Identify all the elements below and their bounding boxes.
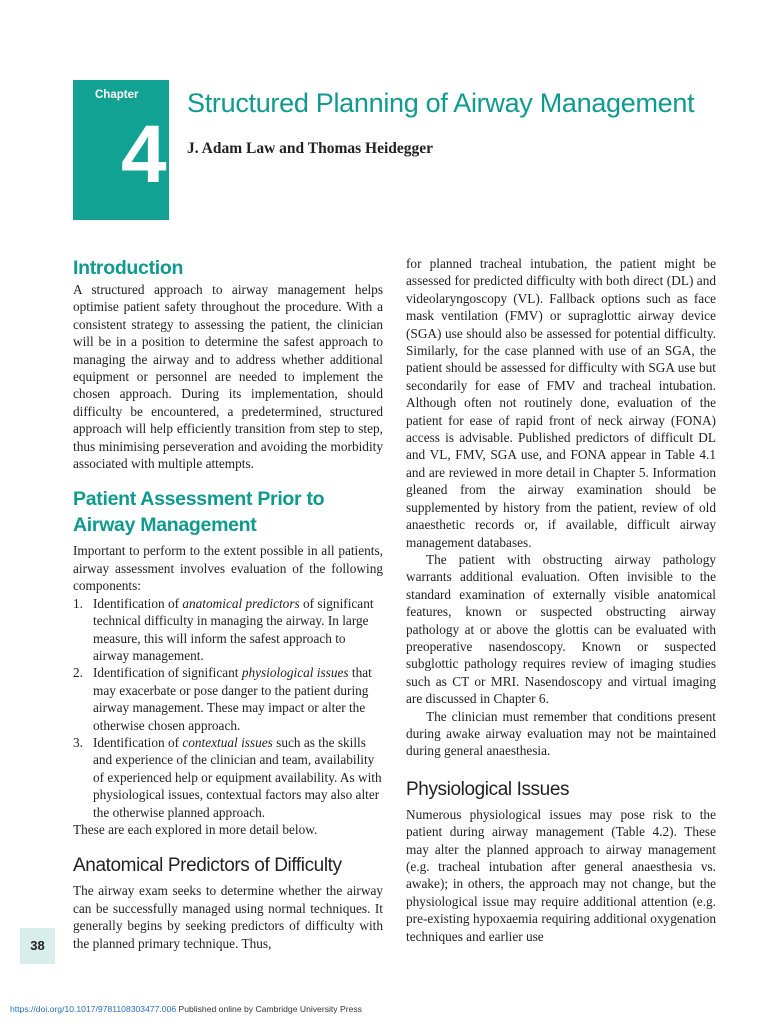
patient-assessment-paragraph: Important to perform to the extent possible in all patients, airway assessment involves evaluation of the following components: [73, 543, 383, 594]
awake-evaluation-paragraph: The clinician must remember that conditions present during awake airway evaluation may not be maintained during general anaesthesia. [406, 708, 716, 759]
list-item: 2. Identification of significant physiological issues that may exacerbate or pose danger to the patient during airway management. These may impact or alter the otherwise chosen approach. [73, 665, 372, 733]
list-item: 1. Identification of anatomical predictors of significant technical difficulty in managing the airway. In large measure, this will inform the safest approach to airway management. [73, 595, 374, 663]
anatomical-predictors-heading: Anatomical Predictors of Difficulty [73, 855, 342, 877]
assessment-components-list [73, 595, 383, 821]
patient-assessment-heading: Patient Assessment Prior to Airway Management [73, 488, 325, 537]
page-number-badge [20, 928, 55, 964]
doi-link[interactable]: https://doi.org/10.1017/9781108303477.006 [10, 1004, 177, 1014]
anatomical-predictors-paragraph: The airway exam seeks to determine whether the airway can be successfully managed using normal techniques. It generally begins by seeking predictors of difficulty with the planned primary technique. Thus, [73, 883, 383, 951]
airway-exam-paragraph: for planned tracheal intubation, the patient might be assessed for predicted difficulty with both direct (DL) and videolaryngoscopy (VL). Fallback options such as face mask ventilation (FMV) or supraglottic airway device (SGA) use should also be assessed for potential difficulty. Similarly, for the case planned with use of an SGA, the patient should be assessed for difficulty with SGA use but secondarily for ease of FMV and tracheal intubation. Although often not routinely done, evaluation of the patient for ease of rapid front of neck airway (FONA) access is advisable. Published predictors of difficult DL and VL, FMV, SGA use, and FONA appear in Table 4.1 and are reviewed in more detail in Chapter 5. Information gleaned from the airway examination should be supplemented by history from the patient, review of old anaesthetic records or, if available, difficult airway management databases. [406, 256, 716, 550]
left-column [73, 255, 383, 952]
chapter-number: 4 [121, 109, 167, 200]
list-followup-paragraph: These are each explored in more detail below. [73, 821, 318, 837]
list-item: 3. Identification of contextual issues such as the skills and experience of the clinician and team, availability of experienced help or equipment availability. As with physiological issues, contextual factors may also alter the otherwise planned approach. [73, 734, 382, 820]
footer [10, 1004, 362, 1014]
chapter-badge [73, 80, 169, 220]
physiological-issues-paragraph: Numerous physiological issues may pose risk to the patient during airway management (Table 4.2). These may alter the planned approach to airway management (e.g. tracheal intubation after general anaesthesia vs. awake); in others, the approach may not change, but the physiological issue may require additional attention (e.g. pre-existing hypoxaemia requiring additional oxygenation techniques and earlier use [406, 806, 716, 944]
chapter-title: Structured Planning of Airway Management [187, 88, 695, 118]
introduction-paragraph: A structured approach to airway management helps optimise patient safety throughout the procedure. With a consistent strategy to assessing the patient, the clinician will be in a position to determine the safest approach to managing the airway and to address whether additional equipment or personnel are needed to implement the chosen approach. During its implementation, should difficulty be encountered, a predetermined, structured approach will help efficiently transition from step to step, thus minimising perseveration and avoiding the morbidity associated with multiple attempts. [73, 282, 383, 472]
obstructing-pathology-paragraph: The patient with obstructing airway pathology warrants additional evaluation. Often invisible to the standard examination of externally visible anatomical features, known or suspected obstructing airway pathology at or above the glottis can be evaluated with preoperative nasendoscopy. Known or suspected subglottic pathology requires review of imaging studies such as CT or MRI. Nasendoscopy and virtual imaging are discussed in Chapter 6. [406, 551, 716, 707]
chapter-authors: J. Adam Law and Thomas Heidegger [187, 140, 434, 157]
chapter-label: Chapter [95, 89, 139, 101]
introduction-heading: Introduction [73, 257, 184, 279]
physiological-issues-heading: Physiological Issues [406, 778, 570, 800]
footer-publisher: Published online by Cambridge University Press [176, 1004, 362, 1014]
page-number: 38 [30, 938, 45, 953]
right-column [406, 255, 716, 945]
